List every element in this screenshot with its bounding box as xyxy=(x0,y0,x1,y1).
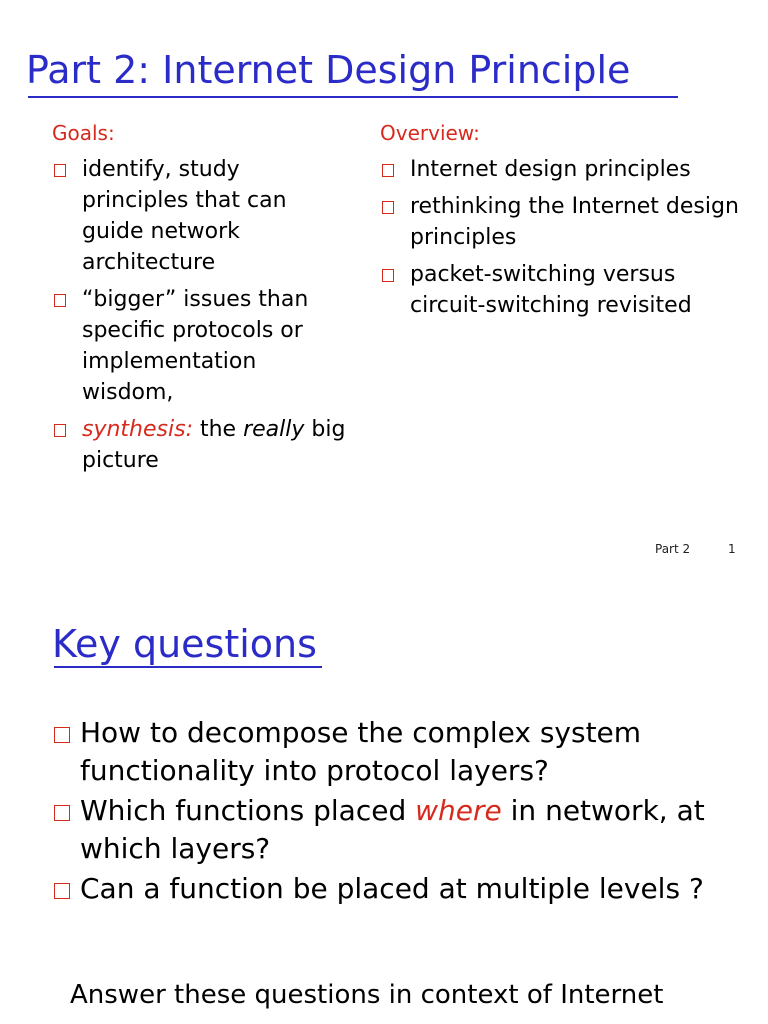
goal-text: “bigger” issues than specific protocols or implementation wisdom, xyxy=(82,287,309,405)
square-bullet-icon xyxy=(54,424,66,437)
title-underline xyxy=(28,96,678,98)
overview-item xyxy=(380,191,740,253)
question-item xyxy=(52,714,732,790)
goals-list xyxy=(52,154,352,476)
footer-label: Part 2 xyxy=(655,542,691,556)
question-text: in network, at which layers? xyxy=(80,794,705,865)
square-bullet-icon xyxy=(54,294,66,307)
question-text: How to decompose the complex system functionality into protocol layers? xyxy=(80,716,642,787)
goal-emphasis-really: really xyxy=(243,417,305,442)
overview-text: packet-switching versus circuit-switching revisited xyxy=(410,262,692,318)
goals-heading: Goals: xyxy=(52,121,115,145)
question-item xyxy=(52,792,732,868)
overview-item xyxy=(380,259,740,321)
goal-item xyxy=(52,414,352,476)
overview-text: Internet design principles xyxy=(410,157,691,182)
goal-text: the xyxy=(192,417,244,442)
overview-column xyxy=(380,120,740,327)
goal-text: identify, study principles that can guide network architecture xyxy=(82,157,287,275)
key-title-underline xyxy=(54,666,322,668)
slide-title: Part 2: Internet Design Principle xyxy=(26,48,631,92)
square-bullet-icon xyxy=(54,164,66,177)
question-emphasis-where: where xyxy=(415,794,502,827)
overview-list xyxy=(380,154,740,321)
question-text: Can a function be placed at multiple levels ? xyxy=(80,872,704,905)
page-number: 1 xyxy=(728,542,736,556)
goals-column xyxy=(52,120,352,482)
square-bullet-icon xyxy=(54,805,70,821)
overview-heading: Overview: xyxy=(380,121,480,145)
square-bullet-icon xyxy=(382,201,394,214)
overview-item xyxy=(380,154,740,185)
square-bullet-icon xyxy=(54,727,70,743)
answer-statement: Answer these questions in context of Internet xyxy=(70,980,664,1010)
goal-item xyxy=(52,284,352,408)
goal-item xyxy=(52,154,352,278)
question-text: Which functions placed xyxy=(80,794,416,827)
questions-list xyxy=(52,714,732,908)
square-bullet-icon xyxy=(382,164,394,177)
square-bullet-icon xyxy=(54,883,70,899)
overview-text: rethinking the Internet design principles xyxy=(410,194,739,250)
goal-text: big picture xyxy=(82,417,346,473)
questions-block xyxy=(52,714,732,910)
goal-emphasis-synthesis: synthesis: xyxy=(82,417,193,442)
square-bullet-icon xyxy=(382,269,394,282)
question-item xyxy=(52,870,732,908)
key-questions-title: Key questions xyxy=(52,622,317,666)
